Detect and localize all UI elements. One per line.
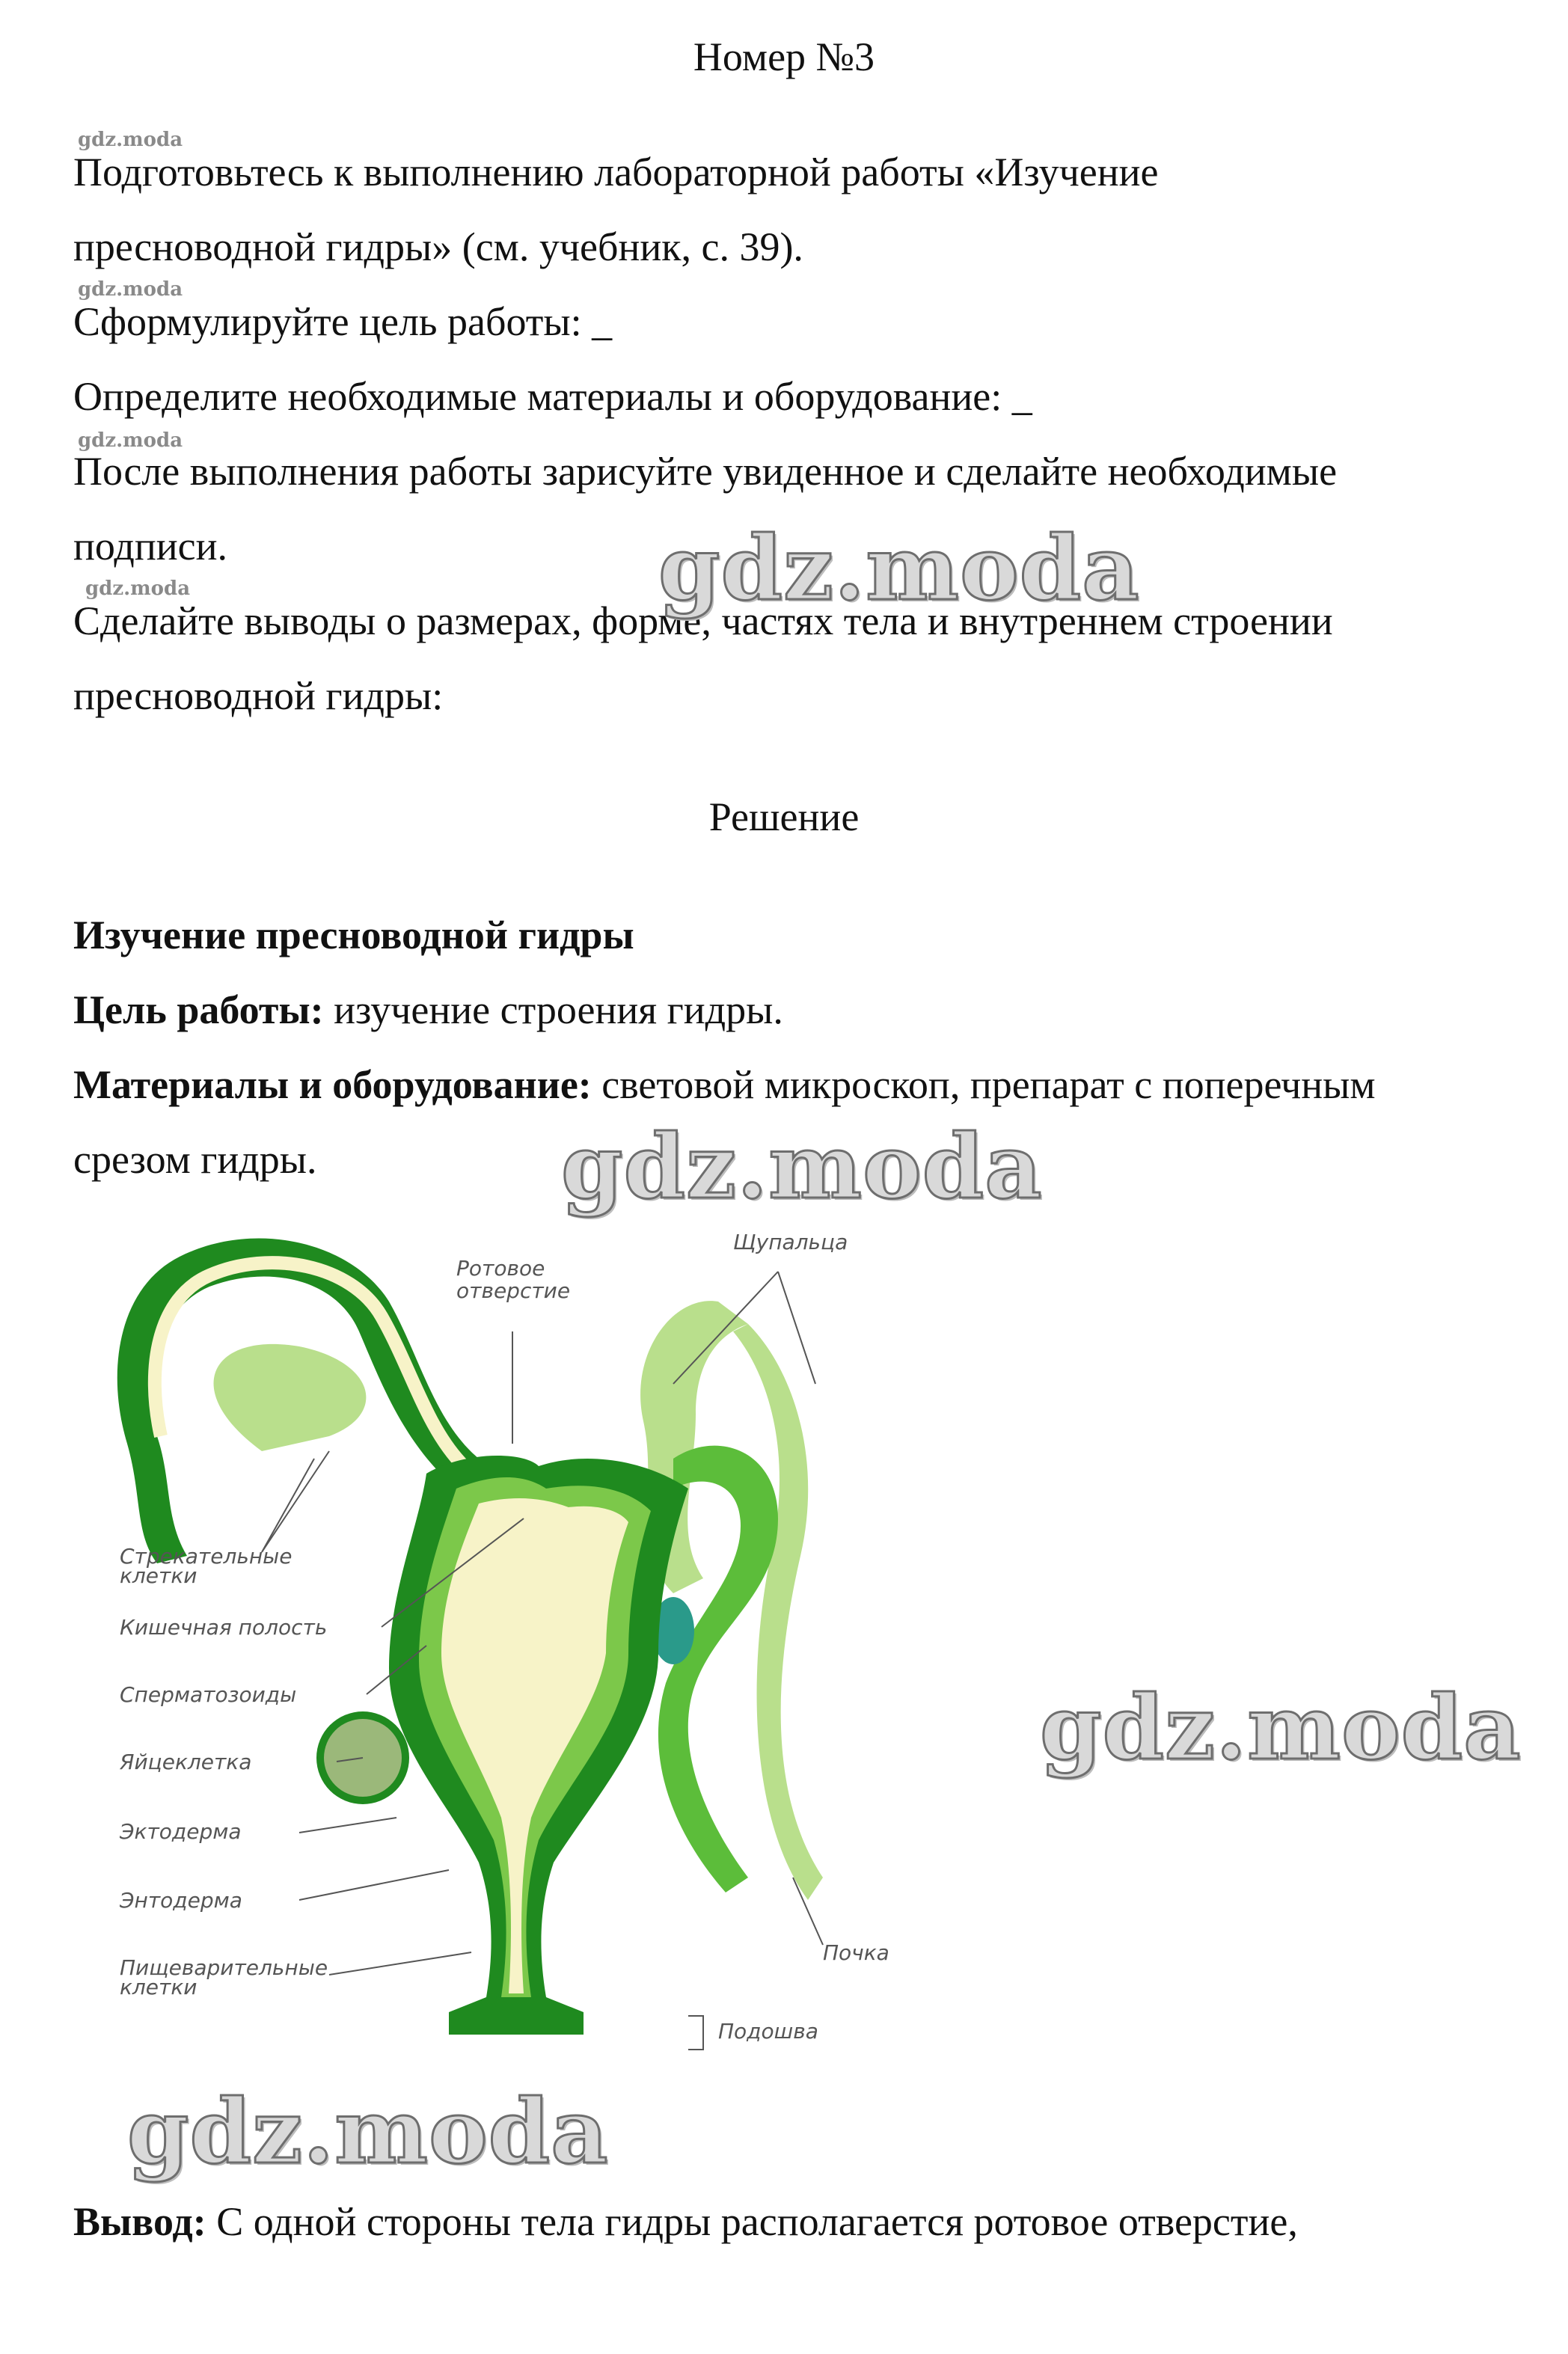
page-title: Номер №3 (693, 34, 875, 79)
task-paragraph: После выполнения работы зарисуйте увиденное и сделайте необходимые (73, 449, 1338, 494)
watermark-small: gdz.moda (85, 577, 191, 600)
goal-label: Цель работы: (73, 987, 324, 1032)
conclusion-label: Вывод: (73, 2199, 206, 2244)
label-digestive-cells: клетки (120, 1975, 197, 1999)
solution-title: Изучение пресноводной гидры (73, 913, 634, 957)
hydra-diagram (105, 1204, 928, 2087)
watermark-small: gdz.moda (78, 278, 183, 301)
label-mouth: Ротовое (456, 1256, 545, 1281)
solution-heading: Решение (708, 794, 860, 839)
conclusion-text: С одной стороны тела гидры располагается ротовое отверстие, (206, 2199, 1298, 2244)
watermark-large: gdz.moda (127, 2079, 609, 2183)
solution-goal (73, 986, 783, 1034)
tentacle-faded (214, 1344, 367, 1451)
label-gut: Кишечная полость (120, 1615, 328, 1640)
label-sole: Подошва (718, 2019, 818, 2044)
task-paragraph: пресноводной гидры» (см. учебник, с. 39). (73, 224, 803, 269)
task-goal-prompt: Сформулируйте цель работы: _ (73, 299, 613, 344)
label-mouth: отверстие (456, 1278, 571, 1303)
label-sperm: Сперматозоиды (120, 1682, 297, 1707)
label-endoderm: Энтодерма (120, 1888, 242, 1913)
watermark-small: gdz.moda (78, 129, 183, 151)
solution-materials (73, 1061, 1376, 1109)
task-paragraph: пресноводной гидры: (73, 673, 444, 718)
tentacle-faded (733, 1324, 823, 1900)
label-egg: Яйцеклетка (120, 1750, 252, 1774)
task-paragraph: подписи. (73, 524, 227, 568)
task-paragraph: Подготовьтесь к выполнению лабораторной работы «Изучение (73, 150, 1159, 194)
solution-conclusion (73, 2198, 1298, 2246)
task-materials-prompt: Определите необходимые материалы и оборудование: _ (73, 374, 1032, 419)
label-ectoderm: Эктодерма (120, 1819, 242, 1844)
goal-text: изучение строения гидры. (323, 987, 783, 1032)
materials-label: Материалы и оборудование: (73, 1062, 592, 1107)
materials-text: световой микроскоп, препарат с поперечным (591, 1062, 1376, 1107)
label-stinging-cells: Стрекательные (120, 1544, 293, 1569)
solution-materials-cont: срезом гидры. (73, 1137, 317, 1182)
label-stinging-cells: клетки (120, 1563, 197, 1588)
watermark-small: gdz.moda (78, 429, 183, 452)
label-tentacles: Щупальца (733, 1230, 848, 1254)
label-bud: Почка (823, 1940, 889, 1965)
label-digestive-cells: Пищеварительные (120, 1955, 328, 1980)
watermark-large: gdz.moda (1040, 1676, 1522, 1780)
task-paragraph: Сделайте выводы о размерах, форме, частях тела и внутреннем строении (73, 598, 1333, 643)
watermark-large: gdz.moda (561, 1115, 1043, 1219)
watermark-large: gdz.moda (658, 516, 1140, 620)
